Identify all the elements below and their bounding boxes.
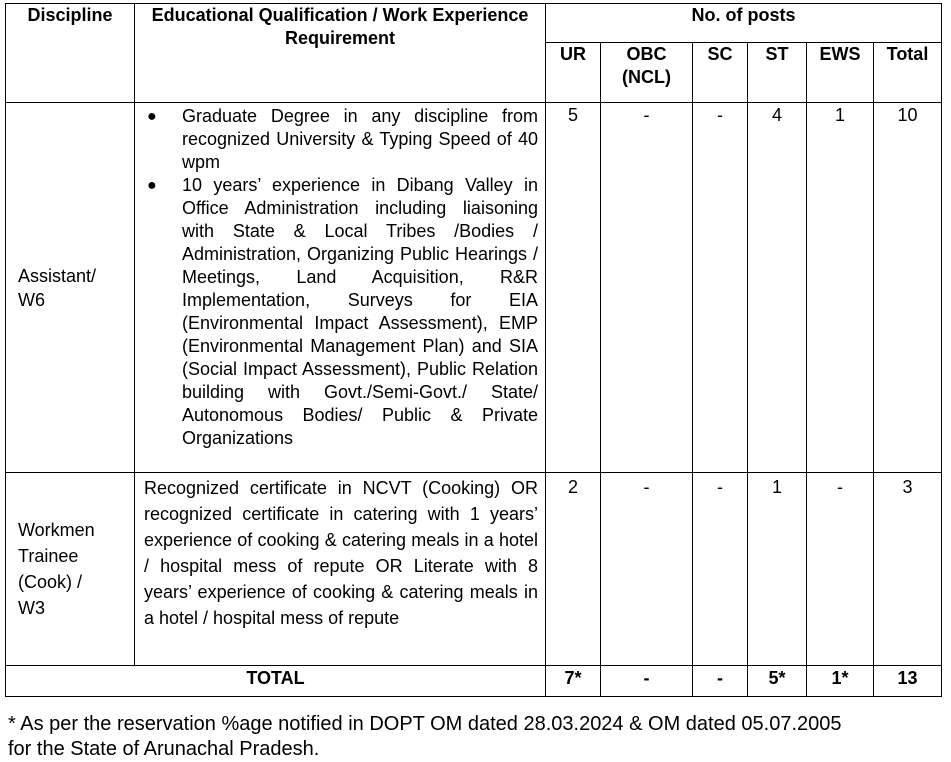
qualification-text: Recognized certificate in NCVT (Cooking) OR recognized certificate in catering with 1 years’ experience of cooking & catering meals in a hotel / hospital mess of repute OR Literate with 8 years’ experience of cooking & catering meals in a hotel / hospital mess of repute bbox=[144, 478, 538, 628]
ur-value: 5 bbox=[546, 103, 601, 473]
list-item bbox=[144, 174, 538, 450]
qualification-cell bbox=[135, 103, 546, 473]
discipline-line: Trainee bbox=[18, 546, 79, 566]
sc-value: - bbox=[693, 473, 748, 666]
discipline-cell bbox=[6, 103, 135, 473]
discipline-line: (Cook) / bbox=[18, 572, 83, 592]
st-value: 1 bbox=[748, 473, 807, 666]
header-row-1 bbox=[6, 4, 942, 43]
total-value: 10 bbox=[874, 103, 942, 473]
bullet-icon: ● bbox=[147, 177, 157, 194]
total-sc: - bbox=[693, 666, 748, 697]
header-obc bbox=[601, 43, 693, 103]
obc-value: - bbox=[601, 473, 693, 666]
discipline-line: W3 bbox=[18, 598, 45, 618]
table-row bbox=[6, 473, 942, 666]
header-st: ST bbox=[748, 43, 807, 103]
obc-value: - bbox=[601, 103, 693, 473]
ews-value: - bbox=[807, 473, 874, 666]
ur-value: 2 bbox=[546, 473, 601, 666]
header-qualification: Educational Qualification / Work Experience Requirement bbox=[135, 4, 546, 103]
total-st: 5* bbox=[748, 666, 807, 697]
total-row bbox=[6, 666, 942, 697]
qualification-text: 10 years’ experience in Dibang Valley in Office Administration including liaisoning with State & Local Tribes /Bodies / Administration, Organizing Public Hearings / Meetings, Land Acquisition, R&R Implementation, Surveys for EIA (Environmental Impact Assessment), EMP (Environmental Management Plan) and SIA (Social Impact Assessment), Public Relation building with Govt./Semi-Govt./ State/ Autonomous Bodies/ Public & Private Organizations bbox=[182, 175, 538, 448]
qualification-list bbox=[144, 105, 538, 450]
footnote-line2: for the State of Arunachal Pradesh. bbox=[8, 738, 320, 760]
qualification-cell bbox=[135, 473, 546, 666]
header-total: Total bbox=[874, 43, 942, 103]
qualification-text: Graduate Degree in any discipline from recognized University & Typing Speed of 40 wpm bbox=[182, 106, 538, 172]
header-discipline: Discipline bbox=[6, 4, 135, 103]
header-sc: SC bbox=[693, 43, 748, 103]
total-total: 13 bbox=[874, 666, 942, 697]
header-ews: EWS bbox=[807, 43, 874, 103]
total-ur: 7* bbox=[546, 666, 601, 697]
sc-value: - bbox=[693, 103, 748, 473]
header-obc-line2: (NCL) bbox=[622, 67, 671, 87]
discipline-line: Assistant/ bbox=[18, 265, 97, 286]
header-no-of-posts: No. of posts bbox=[546, 4, 942, 43]
total-label: TOTAL bbox=[6, 666, 546, 697]
header-obc-line1: OBC bbox=[626, 44, 667, 64]
total-obc: - bbox=[601, 666, 693, 697]
list-item bbox=[144, 105, 538, 174]
table-row bbox=[6, 103, 942, 473]
discipline-cell bbox=[6, 473, 135, 666]
discipline-line: Workmen bbox=[18, 520, 95, 540]
bullet-icon: ● bbox=[147, 108, 157, 125]
total-value: 3 bbox=[874, 473, 942, 666]
header-ur: UR bbox=[546, 43, 601, 103]
ews-value: 1 bbox=[807, 103, 874, 473]
discipline-line: W6 bbox=[18, 289, 45, 310]
posts-table bbox=[5, 3, 942, 697]
total-ews: 1* bbox=[807, 666, 874, 697]
st-value: 4 bbox=[748, 103, 807, 473]
footnote bbox=[8, 712, 938, 762]
footnote-line1: * As per the reservation %age notified in DOPT OM dated 28.03.2024 & OM dated 05.07.2005 bbox=[8, 713, 842, 735]
